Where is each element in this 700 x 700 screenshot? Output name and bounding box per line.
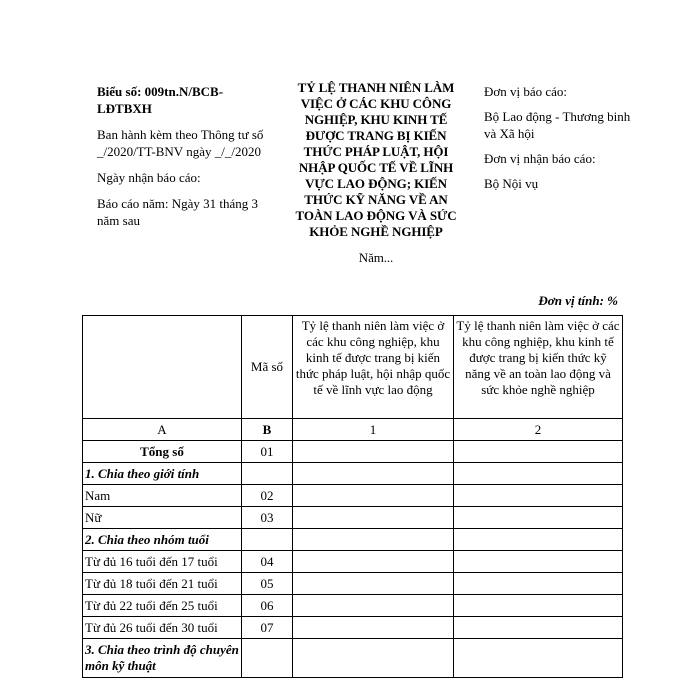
table-header-row xyxy=(83,316,623,419)
value-cell[interactable] xyxy=(454,441,623,463)
unit-note: Đơn vị tính: % xyxy=(538,293,618,308)
receiving-unit: Bộ Nội vụ xyxy=(484,176,539,191)
row-code: 01 xyxy=(242,441,293,463)
header-left xyxy=(97,83,269,238)
report-table xyxy=(82,315,623,678)
row-label: 2. Chia theo nhóm tuổi xyxy=(83,529,242,551)
received-date-label: Ngày nhận báo cáo: xyxy=(97,170,201,185)
table-row xyxy=(83,639,623,678)
value-cell[interactable] xyxy=(293,617,454,639)
reporting-unit: Bộ Lao động - Thương binh và Xã hội xyxy=(484,109,631,141)
column-index-row xyxy=(83,419,623,441)
row-code: 03 xyxy=(242,507,293,529)
value-cell[interactable] xyxy=(454,463,623,485)
row-code: 05 xyxy=(242,573,293,595)
header-right xyxy=(484,83,634,200)
reporting-unit-label: Đơn vị báo cáo: xyxy=(484,84,568,99)
value-cell[interactable] xyxy=(293,485,454,507)
row-label: Từ đủ 16 tuổi đến 17 tuổi xyxy=(83,551,242,573)
row-label: Từ đủ 18 tuổi đến 21 tuổi xyxy=(83,573,242,595)
value-cell[interactable] xyxy=(454,485,623,507)
table-row xyxy=(83,551,623,573)
row-code: 04 xyxy=(242,551,293,573)
index-cell-b: B xyxy=(242,419,293,441)
value-cell[interactable] xyxy=(293,639,454,678)
table-row xyxy=(83,617,623,639)
row-label: Nữ xyxy=(83,507,242,529)
value-cell[interactable] xyxy=(454,551,623,573)
form-code: Biểu số: 009tn.N/BCB-LĐTBXH xyxy=(97,84,224,116)
receiving-unit-label: Đơn vị nhận báo cáo: xyxy=(484,151,596,166)
table-row xyxy=(83,441,623,463)
row-label: 1. Chia theo giới tính xyxy=(83,463,242,485)
row-label: Tổng số xyxy=(83,441,242,463)
header-cell-code: Mã số xyxy=(242,316,293,419)
table-row xyxy=(83,529,623,551)
table-row xyxy=(83,485,623,507)
index-cell-a: A xyxy=(83,419,242,441)
value-cell[interactable] xyxy=(293,507,454,529)
row-label: 3. Chia theo trình độ chuyên môn kỹ thuật xyxy=(83,639,242,678)
report-title: TỶ LỆ THANH NIÊN LÀM VIỆC Ở CÁC KHU CÔNG NGHIỆP, KHU KINH TẾ ĐƯỢC TRANG BỊ KIẾN THỨC PHÁP LUẬT, HỘI NHẬP QUỐC TẾ VỀ LĨNH VỰC LAO ĐỘNG; KIẾN THỨC KỸ NĂNG VỀ AN TOÀN LAO ĐỘNG VÀ SỨC KHỎE NGHỀ NGHIỆP xyxy=(295,80,457,239)
table-row xyxy=(83,507,623,529)
header-center xyxy=(286,80,466,266)
report-year: Năm... xyxy=(358,250,394,265)
row-code xyxy=(242,639,293,678)
row-code: 07 xyxy=(242,617,293,639)
value-cell[interactable] xyxy=(293,595,454,617)
value-cell[interactable] xyxy=(293,529,454,551)
value-cell[interactable] xyxy=(293,573,454,595)
header-cell-legal-knowledge: Tỷ lệ thanh niên làm việc ở các khu công nghiệp, khu kinh tế được trang bị kiến thức pháp luật, hội nhập quốc tế về lĩnh vực lao động xyxy=(293,316,454,419)
row-code xyxy=(242,463,293,485)
row-label: Từ đủ 22 tuổi đến 25 tuổi xyxy=(83,595,242,617)
value-cell[interactable] xyxy=(454,639,623,678)
row-label: Nam xyxy=(83,485,242,507)
issued-with-note: Ban hành kèm theo Thông tư số _/2020/TT-BNV ngày _/_/2020 xyxy=(97,127,264,159)
row-code: 06 xyxy=(242,595,293,617)
report-year-note: Báo cáo năm: Ngày 31 tháng 3 năm sau xyxy=(97,196,259,228)
table-row xyxy=(83,573,623,595)
value-cell[interactable] xyxy=(293,463,454,485)
value-cell[interactable] xyxy=(454,529,623,551)
value-cell[interactable] xyxy=(293,441,454,463)
row-code: 02 xyxy=(242,485,293,507)
row-label: Từ đủ 26 tuổi đến 30 tuổi xyxy=(83,617,242,639)
value-cell[interactable] xyxy=(454,573,623,595)
header-cell-safety-knowledge: Tỷ lệ thanh niên làm việc ở các khu công nghiệp, khu kinh tế được trang bị kiến thức kỹ năng về an toàn lao động và sức khỏe nghề nghiệp xyxy=(454,316,623,419)
value-cell[interactable] xyxy=(454,617,623,639)
index-cell-1: 1 xyxy=(293,419,454,441)
index-cell-2: 2 xyxy=(454,419,623,441)
table-row xyxy=(83,595,623,617)
value-cell[interactable] xyxy=(454,595,623,617)
value-cell[interactable] xyxy=(293,551,454,573)
table-row xyxy=(83,463,623,485)
row-code xyxy=(242,529,293,551)
value-cell[interactable] xyxy=(454,507,623,529)
header-cell-category xyxy=(83,316,242,419)
